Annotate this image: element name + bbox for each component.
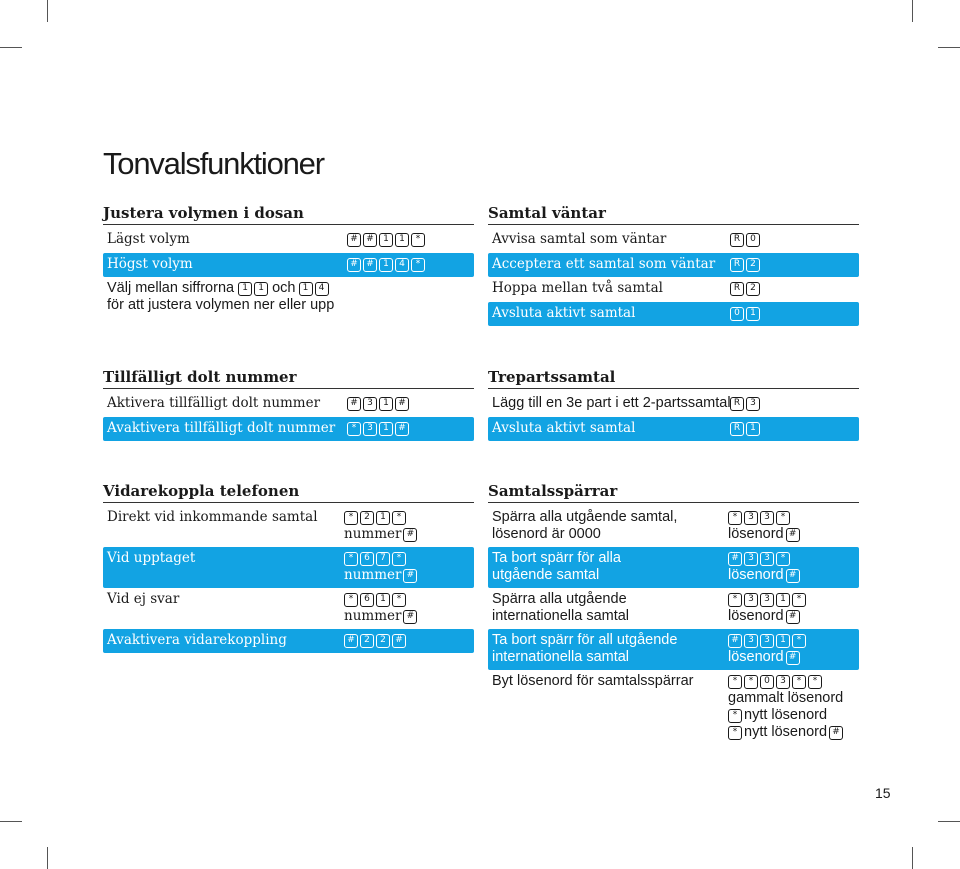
row-label: Hoppa mellan två samtal (492, 280, 663, 296)
key-icon: # (363, 258, 377, 272)
key-icon: 0 (760, 675, 774, 689)
row-label: utgående samtal (492, 567, 600, 583)
key-sequence (344, 632, 408, 649)
key-icon: 7 (376, 552, 390, 566)
key-icon: R (730, 258, 744, 272)
key-icon: # (347, 233, 361, 247)
key-icon: * (728, 511, 742, 525)
key-icon: 1 (379, 397, 393, 411)
key-sequence (730, 395, 762, 412)
key-sequence (730, 231, 762, 248)
key-icon: # (395, 422, 409, 436)
key-sequence (728, 509, 802, 543)
key-icon: 3 (744, 511, 758, 525)
key-icon: # (344, 634, 358, 648)
row-end-active-call (488, 302, 859, 326)
key-icon: 1 (746, 422, 760, 436)
code-text: lösenord (728, 526, 784, 542)
section-volume (103, 203, 474, 317)
key-icon: * (392, 593, 406, 607)
key-icon: * (792, 634, 806, 648)
key-icon: 1 (376, 593, 390, 607)
row-accept-waiting (488, 253, 859, 277)
key-sequence (347, 256, 427, 273)
row-bar-international (488, 588, 859, 629)
section-call-forwarding (103, 481, 474, 653)
key-icon: * (411, 258, 425, 272)
row-label: Lägg till en 3e part i ett 2-partssamtal (492, 395, 731, 411)
crop-mark (912, 847, 913, 869)
key-icon: * (808, 675, 822, 689)
row-label-block (492, 550, 621, 584)
row-add-third-party (488, 392, 859, 417)
key-icon: # (728, 634, 742, 648)
key-icon: 3 (746, 397, 760, 411)
row-label: Byt lösenord för samtalsspärrar (492, 673, 694, 689)
key-icon: 2 (360, 511, 374, 525)
row-label: Avsluta aktivt samtal (492, 420, 636, 436)
key-sequence (730, 305, 762, 322)
section-title: Trepartssamtal (488, 367, 859, 389)
key-icon: * (776, 552, 790, 566)
key-icon: 3 (363, 397, 377, 411)
code-text: nummer (344, 526, 402, 542)
row-label: internationella samtal (492, 649, 630, 665)
row-label: Spärra alla utgående (492, 591, 627, 607)
section-call-barring (488, 481, 859, 746)
code-text: nytt lösenord (744, 724, 828, 740)
row-deactivate-hidden (103, 417, 474, 441)
key-icon: 0 (730, 307, 744, 321)
key-sequence (344, 550, 419, 584)
key-sequence (730, 420, 762, 437)
row-label-block (492, 591, 629, 625)
key-icon: * (347, 422, 361, 436)
key-icon: 3 (363, 422, 377, 436)
key-icon: * (776, 511, 790, 525)
key-icon: 1 (379, 422, 393, 436)
row-label: och (272, 280, 296, 296)
code-text: lösenord (728, 608, 784, 624)
key-icon: 3 (744, 552, 758, 566)
key-icon: R (730, 233, 744, 247)
crop-mark (47, 0, 48, 22)
section-hidden-number (103, 367, 474, 441)
section-title: Samtal väntar (488, 203, 859, 225)
key-icon: * (344, 511, 358, 525)
key-icon: 3 (744, 593, 758, 607)
row-unbar-international (488, 629, 859, 670)
key-icon: # (728, 552, 742, 566)
row-label: Välj mellan siffrorna (107, 280, 235, 296)
row-label: Avvisa samtal som väntar (492, 231, 667, 247)
row-highest-volume (103, 253, 474, 277)
key-icon: 2 (746, 258, 760, 272)
row-forward-no-answer (103, 588, 474, 629)
key-icon: # (392, 634, 406, 648)
key-sequence (730, 280, 762, 297)
key-icon: 4 (315, 282, 329, 296)
key-icon: # (403, 610, 417, 624)
key-icon: 6 (360, 552, 374, 566)
row-label: Ta bort spärr för all utgående (492, 632, 678, 648)
key-icon: 1 (238, 282, 252, 296)
row-end-active-call (488, 417, 859, 441)
key-icon: 1 (746, 307, 760, 321)
key-sequence (344, 591, 419, 625)
key-icon: 1 (395, 233, 409, 247)
page-title: Tonvalsfunktioner (103, 146, 324, 181)
key-icon: 3 (760, 634, 774, 648)
key-icon: * (411, 233, 425, 247)
key-icon: 1 (379, 233, 393, 247)
key-sequence (347, 395, 411, 412)
key-sequence (728, 673, 845, 741)
key-icon: 2 (746, 282, 760, 296)
row-label: Vid ej svar (107, 591, 180, 607)
key-sequence (730, 256, 762, 273)
row-change-password (488, 670, 859, 746)
key-sequence (347, 231, 427, 248)
key-icon: R (730, 397, 744, 411)
key-icon: # (786, 651, 800, 665)
key-icon: * (744, 675, 758, 689)
section-title: Justera volymen i dosan (103, 203, 474, 225)
row-switch-calls (488, 277, 859, 302)
key-icon: 1 (776, 634, 790, 648)
key-icon: * (792, 593, 806, 607)
key-icon: 6 (360, 593, 374, 607)
key-icon: # (347, 397, 361, 411)
key-icon: R (730, 422, 744, 436)
row-unbar-outgoing (488, 547, 859, 588)
key-icon: # (786, 528, 800, 542)
key-sequence (728, 591, 808, 625)
key-icon: # (786, 610, 800, 624)
row-reject-waiting (488, 228, 859, 253)
key-icon: * (728, 726, 742, 740)
row-label: Ta bort spärr för alla (492, 550, 621, 566)
row-lowest-volume (103, 228, 474, 253)
row-label: Lägst volym (107, 231, 190, 247)
key-icon: 3 (760, 552, 774, 566)
crop-mark (912, 0, 913, 22)
row-label: för att justera volymen ner eller upp (107, 297, 335, 313)
row-label: Avsluta aktivt samtal (492, 305, 636, 321)
key-icon: 1 (299, 282, 313, 296)
row-label: lösenord är 0000 (492, 526, 601, 542)
crop-mark (0, 821, 22, 822)
code-text: gammalt lösenord (728, 690, 844, 706)
key-icon: * (344, 593, 358, 607)
row-volume-instructions (103, 277, 474, 317)
row-deactivate-forwarding (103, 629, 474, 653)
key-icon: # (786, 569, 800, 583)
key-sequence (347, 420, 411, 437)
key-icon: * (344, 552, 358, 566)
key-sequence (728, 550, 802, 584)
key-icon: 1 (376, 511, 390, 525)
section-call-waiting (488, 203, 859, 326)
key-icon: R (730, 282, 744, 296)
code-text: lösenord (728, 649, 784, 665)
crop-mark (47, 847, 48, 869)
key-icon: 3 (760, 593, 774, 607)
key-icon: # (403, 569, 417, 583)
crop-mark (938, 821, 960, 822)
key-icon: * (728, 593, 742, 607)
key-icon: 3 (760, 511, 774, 525)
code-text: nytt lösenord (744, 707, 828, 723)
key-icon: * (728, 675, 742, 689)
row-label-block (492, 632, 677, 666)
row-bar-outgoing (488, 506, 859, 547)
key-icon: # (829, 726, 843, 740)
key-icon: * (392, 552, 406, 566)
key-icon: 2 (376, 634, 390, 648)
key-sequence (728, 632, 808, 666)
row-label: Högst volym (107, 256, 193, 272)
key-icon: 4 (395, 258, 409, 272)
key-icon: # (395, 397, 409, 411)
key-icon: # (403, 528, 417, 542)
page-number: 15 (875, 785, 891, 801)
key-icon: # (347, 258, 361, 272)
key-icon: 1 (776, 593, 790, 607)
code-text: lösenord (728, 567, 784, 583)
row-forward-busy (103, 547, 474, 588)
row-label: Acceptera ett samtal som väntar (492, 256, 716, 272)
key-icon: * (792, 675, 806, 689)
row-label: Spärra alla utgående samtal, (492, 509, 678, 525)
section-title: Tillfälligt dolt nummer (103, 367, 474, 389)
crop-mark (0, 47, 22, 48)
key-icon: # (363, 233, 377, 247)
key-icon: * (392, 511, 406, 525)
section-three-party (488, 367, 859, 441)
row-forward-direct (103, 506, 474, 547)
row-label: Avaktivera tillfälligt dolt nummer (107, 420, 336, 436)
row-label: internationella samtal (492, 608, 630, 624)
section-title: Samtalsspärrar (488, 481, 859, 503)
key-icon: 2 (360, 634, 374, 648)
key-icon: 0 (746, 233, 760, 247)
row-activate-hidden (103, 392, 474, 417)
key-icon: * (728, 709, 742, 723)
key-sequence (344, 509, 419, 543)
crop-mark (938, 47, 960, 48)
row-label-block (492, 509, 677, 543)
code-text: nummer (344, 567, 402, 583)
row-label: Aktivera tillfälligt dolt nummer (107, 395, 321, 411)
code-text: nummer (344, 608, 402, 624)
row-label: Vid upptaget (107, 550, 196, 566)
key-icon: 3 (776, 675, 790, 689)
row-label: Direkt vid inkommande samtal (107, 509, 318, 525)
key-icon: 3 (744, 634, 758, 648)
key-icon: 1 (379, 258, 393, 272)
section-title: Vidarekoppla telefonen (103, 481, 474, 503)
key-icon: 1 (254, 282, 268, 296)
row-label: Avaktivera vidarekoppling (107, 632, 287, 648)
